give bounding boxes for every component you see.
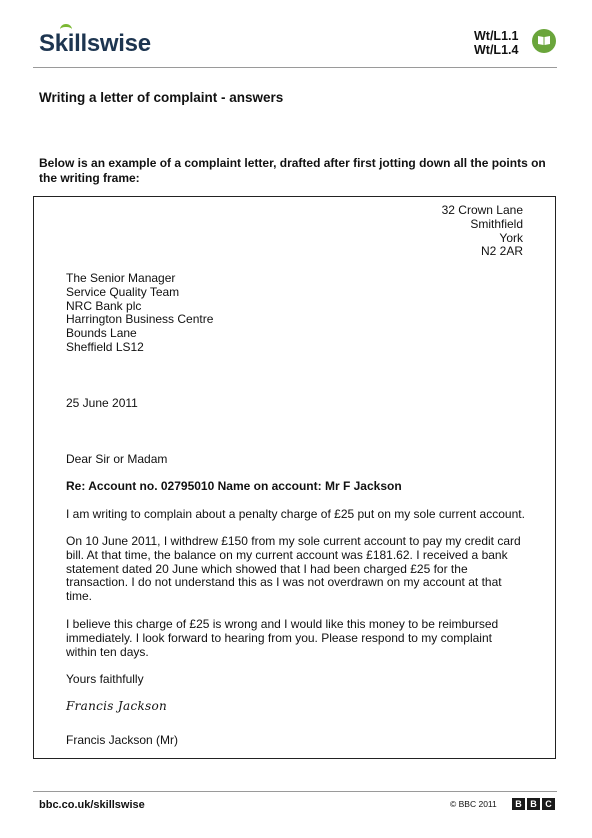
bbc-block: C <box>542 798 555 810</box>
address-line: Service Quality Team <box>66 284 180 299</box>
header-divider <box>33 67 557 68</box>
logo-text: Skillswise <box>39 30 151 57</box>
address-line: 32 Crown Lane <box>441 203 523 217</box>
handwritten-signature: Francis Jackson <box>66 699 168 713</box>
address-line: Bounds Lane <box>66 326 137 341</box>
letter-date: 25 June 2011 <box>66 396 138 410</box>
paragraph-1 <box>66 508 536 522</box>
address-line: The Senior Manager <box>66 271 176 285</box>
copyright: © BBC 2011 <box>450 799 497 809</box>
bbc-block: B <box>512 798 525 810</box>
paragraph-line: statement dated 20 June which showed that I had been charged £25 for the <box>66 561 468 576</box>
paragraph-3 <box>66 618 536 659</box>
intro-text: Below is an example of a complaint letter, drafted after first jotting down all the points on the writing frame: <box>39 156 546 185</box>
bbc-logo <box>512 798 555 810</box>
address-line: N2 2AR <box>480 244 523 259</box>
code-2: Wt/L1.4 <box>474 43 519 57</box>
paragraph-line: immediately. I look forward to hearing from you. Please respond to my complaint <box>66 630 492 645</box>
address-line: Sheffield LS12 <box>66 339 144 354</box>
paragraph-line: transaction. I do not understand this as I was not overdrawn on my account at that <box>66 575 502 590</box>
signed-name: Francis Jackson (Mr) <box>66 733 179 747</box>
address-line: Smithfield <box>470 216 523 231</box>
paragraph-line: I believe this charge of £25 is wrong and I would like this money to be reimbursed <box>66 617 499 631</box>
code-1: Wt/L1.1 <box>474 29 519 43</box>
curriculum-codes <box>474 29 518 57</box>
paragraph-line: I am writing to complain about a penalty charge of £25 put on my sole current account. <box>66 507 525 521</box>
paragraph-line: within ten days. <box>66 644 149 659</box>
page-title: Writing a letter of complaint - answers <box>39 90 284 105</box>
footer-divider <box>33 791 557 792</box>
logo-swoosh <box>60 24 72 35</box>
footer-url[interactable]: bbc.co.uk/skillswise <box>39 799 145 811</box>
subject-line: Re: Account no. 02795010 Name on account: Mr F Jackson <box>66 479 402 493</box>
paragraph-line: On 10 June 2011, I withdrew £150 from my sole current account to pay my credit card <box>66 534 521 548</box>
book-icon <box>532 29 556 53</box>
bbc-block: B <box>527 798 540 810</box>
skillswise-logo <box>39 30 151 58</box>
address-line: NRC Bank plc <box>66 298 142 313</box>
sender-address <box>442 204 523 259</box>
closing: Yours faithfully <box>66 672 144 686</box>
paragraph-2 <box>66 535 536 604</box>
paragraph-line: bill. At that time, the balance on my current account was £181.62. I received a bank <box>66 547 508 562</box>
letter-box <box>33 196 556 759</box>
salutation: Dear Sir or Madam <box>66 452 168 466</box>
address-line: Harrington Business Centre <box>66 312 214 327</box>
paragraph-line: time. <box>66 589 93 604</box>
recipient-address <box>66 272 213 355</box>
address-line: York <box>499 230 523 245</box>
